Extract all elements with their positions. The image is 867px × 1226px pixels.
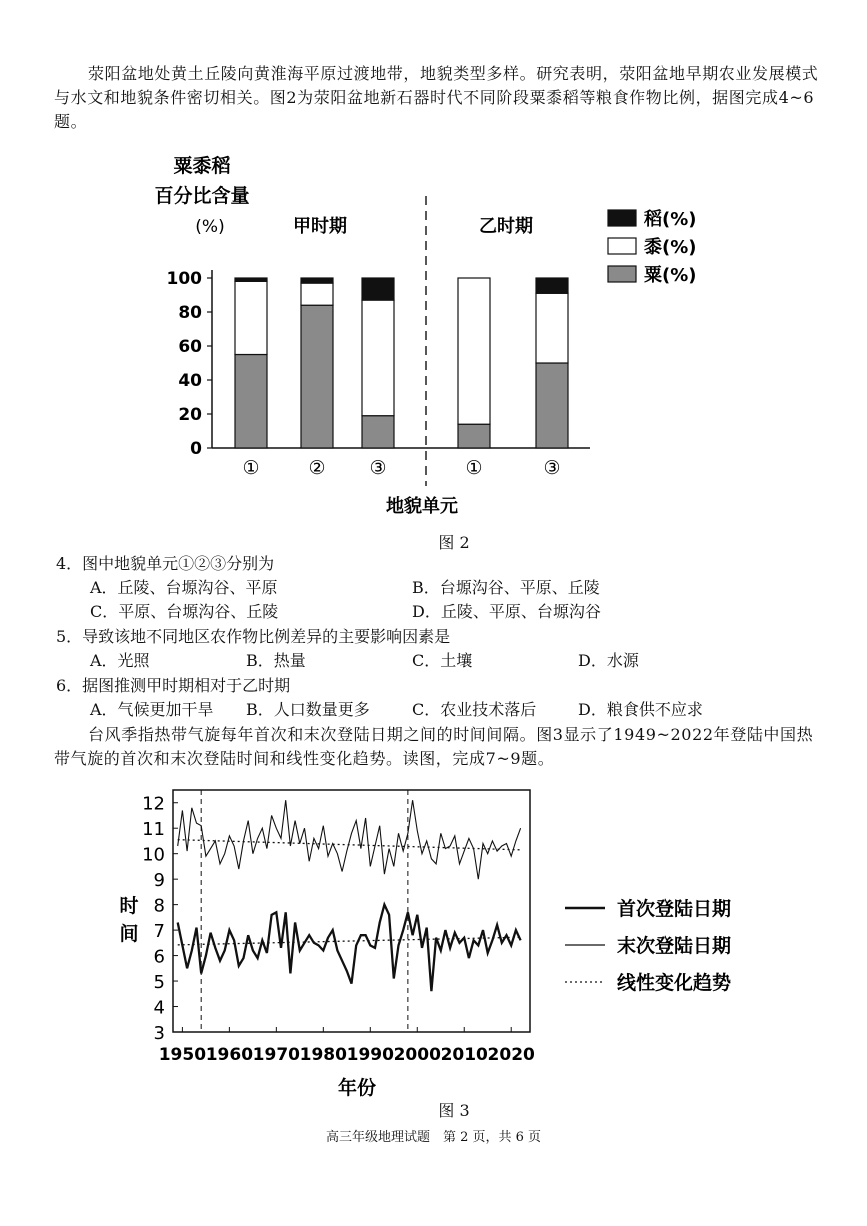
chart2-bar-segment (362, 300, 394, 416)
chart2-ylabel-unit: (%) (195, 217, 225, 237)
chart2-x-tick-label: ③ (543, 457, 561, 479)
chart2-y-tick-label: 80 (178, 303, 202, 323)
chart3-y-tick-label: 6 (153, 946, 165, 968)
question-4-option-b: B．台塬沟谷、平原、丘陵 (412, 578, 600, 597)
chart2-bar-segment (301, 283, 333, 305)
chart3-x-tick-label: 1980 (299, 1045, 347, 1065)
chart2-y-tick-label: 40 (178, 371, 202, 391)
question-6-stem: 6．据图推测甲时期相对于乙时期 (56, 676, 291, 695)
chart3-x-tick-label: 2020 (487, 1045, 535, 1065)
chart2-bars (235, 278, 568, 479)
chart3-x-tick-label: 1990 (346, 1045, 394, 1065)
chart2-bar-segment (458, 278, 490, 424)
chart2-legend-swatch (608, 210, 636, 226)
chart3-plot-frame (173, 790, 530, 1032)
chart2-bar-segment (536, 363, 568, 448)
question-5-option-d: D．水源 (578, 651, 639, 670)
chart3-xlabel: 年份 (337, 1077, 377, 1099)
chart2-xlabel: 地貌单元 (386, 496, 458, 517)
question-5-option-a: A．光照 (90, 651, 150, 670)
chart3-legend-label: 首次登陆日期 (617, 898, 732, 920)
question-6-option-a: A．气候更加干旱 (90, 700, 214, 719)
chart2-legend-label: 黍(%) (644, 237, 697, 258)
chart2-bar-segment (458, 424, 490, 448)
chart2-y-tick-label: 60 (178, 337, 202, 357)
question-6-option-d: D．粮食供不应求 (578, 700, 703, 719)
chart2-bar-segment (536, 278, 568, 293)
chart2-bar-segment (235, 281, 267, 354)
chart2-x-tick-label: ① (242, 457, 260, 479)
chart2-legend-label: 稻(%) (644, 209, 697, 230)
figure-2-stacked-bar-chart (150, 148, 740, 528)
chart3-ylabel-char-1: 时 (119, 895, 139, 917)
chart2-y-tick-label: 0 (190, 439, 202, 459)
chart2-y-tick-label: 20 (178, 405, 202, 425)
chart3-legend (565, 897, 731, 994)
chart3-axes (142, 790, 535, 1065)
chart3-y-tick-label: 11 (142, 819, 165, 841)
chart3-series-first-landing (178, 905, 521, 992)
chart2-legend (608, 208, 697, 286)
chart3-y-tick-label: 9 (153, 870, 165, 892)
chart3-x-tick-label: 1960 (205, 1045, 254, 1065)
figure-2-caption: 图 2 (438, 533, 470, 552)
chart3-y-tick-label: 12 (142, 793, 165, 815)
figure-3-line-chart (105, 782, 765, 1102)
chart2-x-tick-label: ③ (369, 457, 387, 479)
page-footer: 高三年级地理试题 第 2 页，共 6 页 (325, 1130, 542, 1145)
chart3-y-tick-label: 10 (142, 844, 165, 866)
question-5-option-c: C．土壤 (412, 651, 473, 670)
intro-paragraph-2: 台风季指热带气旋每年首次和末次登陆日期之间的时间间隔。图3显示了1949~2022年登陆中国热带气旋的首次和末次登陆时间和线性变化趋势。读图，完成7~9题。 (54, 725, 814, 768)
chart3-x-tick-label: 2010 (440, 1045, 488, 1065)
chart2-x-tick-label: ① (465, 457, 483, 479)
chart2-legend-label: 粟(%) (644, 265, 697, 286)
chart3-x-tick-label: 1970 (252, 1045, 301, 1065)
question-4-option-a: A．丘陵、台塬沟谷、平原 (90, 578, 278, 597)
intro-paragraph-1: 荥阳盆地处黄土丘陵向黄淮海平原过渡地带，地貌类型多样。研究表明，荥阳盆地早期农业发展模式与水文和地貌条件密切相关。图2为荥阳盆地新石器时代不同阶段粟黍稻等粮食作物比例，据图完成4~6题。 (54, 64, 819, 131)
chart2-ylabel-line2: 百分比含量 (154, 185, 250, 207)
question-6-option-b: B．人口数量更多 (246, 700, 370, 719)
chart2-period-a: 甲时期 (293, 216, 347, 237)
chart2-y-tick-label: 100 (166, 269, 202, 289)
chart3-y-tick-label: 8 (153, 895, 165, 917)
chart2-bar-segment (536, 293, 568, 363)
chart3-legend-label: 末次登陆日期 (617, 935, 732, 957)
chart3-y-tick-label: 3 (153, 1023, 165, 1044)
question-4-option-c: C．平原、台塬沟谷、丘陵 (90, 602, 279, 621)
chart2-bar-segment (301, 278, 333, 283)
chart2-bar-segment (362, 416, 394, 448)
chart2-x-tick-label: ② (308, 457, 326, 479)
chart3-trend-first (178, 937, 521, 945)
chart2-bar-segment (235, 355, 267, 449)
chart2-legend-swatch (608, 238, 636, 254)
chart3-ylabel-char-2: 间 (119, 923, 139, 945)
chart2-bar-segment (235, 278, 267, 281)
chart3-x-tick-label: 2000 (393, 1045, 441, 1065)
chart3-y-tick-label: 7 (153, 921, 165, 943)
chart3-y-tick-label: 5 (153, 972, 165, 994)
question-5-stem: 5．导致该地不同地区农作物比例差异的主要影响因素是 (56, 627, 451, 646)
chart3-x-tick-label: 1950 (158, 1045, 207, 1065)
question-4-stem: 4．图中地貌单元①②③分别为 (56, 554, 275, 573)
chart2-period-b: 乙时期 (479, 216, 533, 237)
chart2-bar-segment (301, 305, 333, 448)
chart2-bar-segment (362, 278, 394, 300)
question-5-option-b: B．热量 (246, 651, 306, 670)
figure-3-caption: 图 3 (438, 1101, 470, 1120)
question-4-option-d: D．丘陵、平原、台塬沟谷 (412, 602, 601, 621)
chart3-lines (178, 800, 521, 991)
chart2-legend-swatch (608, 266, 636, 282)
question-6-option-c: C．农业技术落后 (412, 700, 537, 719)
chart3-series-last-landing (178, 800, 521, 879)
chart2-ylabel-line1: 粟黍稻 (173, 155, 231, 177)
chart3-y-tick-label: 4 (153, 997, 165, 1019)
chart3-legend-label: 线性变化趋势 (617, 972, 732, 994)
